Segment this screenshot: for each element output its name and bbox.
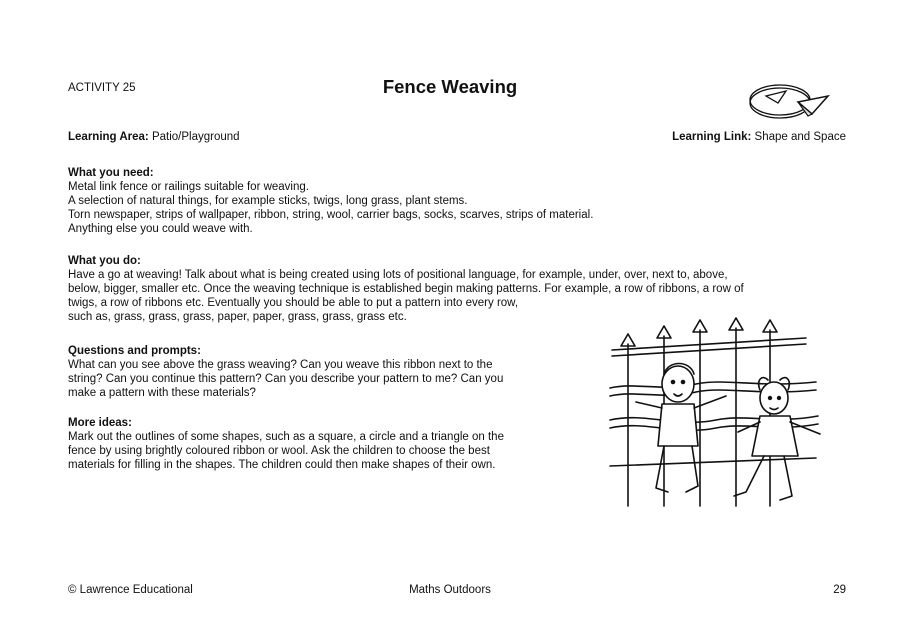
page-title: Fence Weaving	[382, 76, 518, 97]
section-heading: What you need:	[68, 167, 154, 179]
footer-book-title: Maths Outdoors	[409, 584, 491, 596]
text-line: string? Can you continue this pattern? Can you describe your pattern to me? Can you	[68, 373, 504, 385]
text-line: twigs, a row of ribbons etc. Eventually you should be able to put a pattern into every row,	[68, 297, 519, 309]
text-line: Have a go at weaving! Talk about what is being created using lots of positional language, for example, under, over, next to, above,	[68, 269, 728, 281]
learning-area	[68, 131, 240, 143]
footer-copyright: © Lawrence Educational	[68, 584, 193, 596]
text-line: such as, grass, grass, grass, paper, paper, grass, grass, grass etc.	[68, 311, 407, 323]
girl-figure	[734, 378, 820, 500]
text-line: materials for filling in the shapes. The children could then make shapes of their own.	[68, 459, 496, 471]
more-ideas-section	[68, 416, 588, 472]
text-line: Metal link fence or railings suitable for weaving.	[68, 181, 309, 193]
text-line: A selection of natural things, for example sticks, twigs, long grass, plant stems.	[68, 195, 468, 207]
text-line: below, bigger, smaller etc. Once the weaving technique is established begin making patterns. For example, a row of ribbons, a row of	[68, 283, 744, 295]
text-line: Anything else you could weave with.	[68, 223, 253, 235]
fence-railings	[610, 318, 816, 506]
learning-area-label: Learning Area:	[68, 131, 149, 143]
shape-and-space-icon	[742, 72, 842, 122]
text-line: Torn newspaper, strips of wallpaper, ribbon, string, wool, carrier bags, socks, scarves, strips of material.	[68, 209, 594, 221]
activity-number: ACTIVITY 25	[68, 82, 136, 94]
what-you-do-section	[68, 254, 848, 324]
text-line: Mark out the outlines of some shapes, such as a square, a circle and a triangle on the	[68, 431, 504, 443]
questions-section	[68, 344, 588, 400]
what-you-need-section	[68, 166, 868, 236]
learning-link	[672, 131, 846, 143]
section-heading: What you do:	[68, 255, 141, 267]
section-heading: More ideas:	[68, 417, 132, 429]
learning-link-value: Shape and Space	[754, 131, 846, 143]
learning-link-label: Learning Link:	[672, 131, 752, 143]
children-weaving-illustration	[606, 316, 830, 510]
text-line: What can you see above the grass weaving? Can you weave this ribbon next to the	[68, 359, 493, 371]
text-line: make a pattern with these materials?	[68, 387, 256, 399]
page-number: 29	[833, 584, 846, 596]
section-heading: Questions and prompts:	[68, 345, 201, 357]
learning-area-value: Patio/Playground	[151, 131, 240, 143]
text-line: fence by using brightly coloured ribbon or wool. Ask the children to choose the best	[68, 445, 490, 457]
